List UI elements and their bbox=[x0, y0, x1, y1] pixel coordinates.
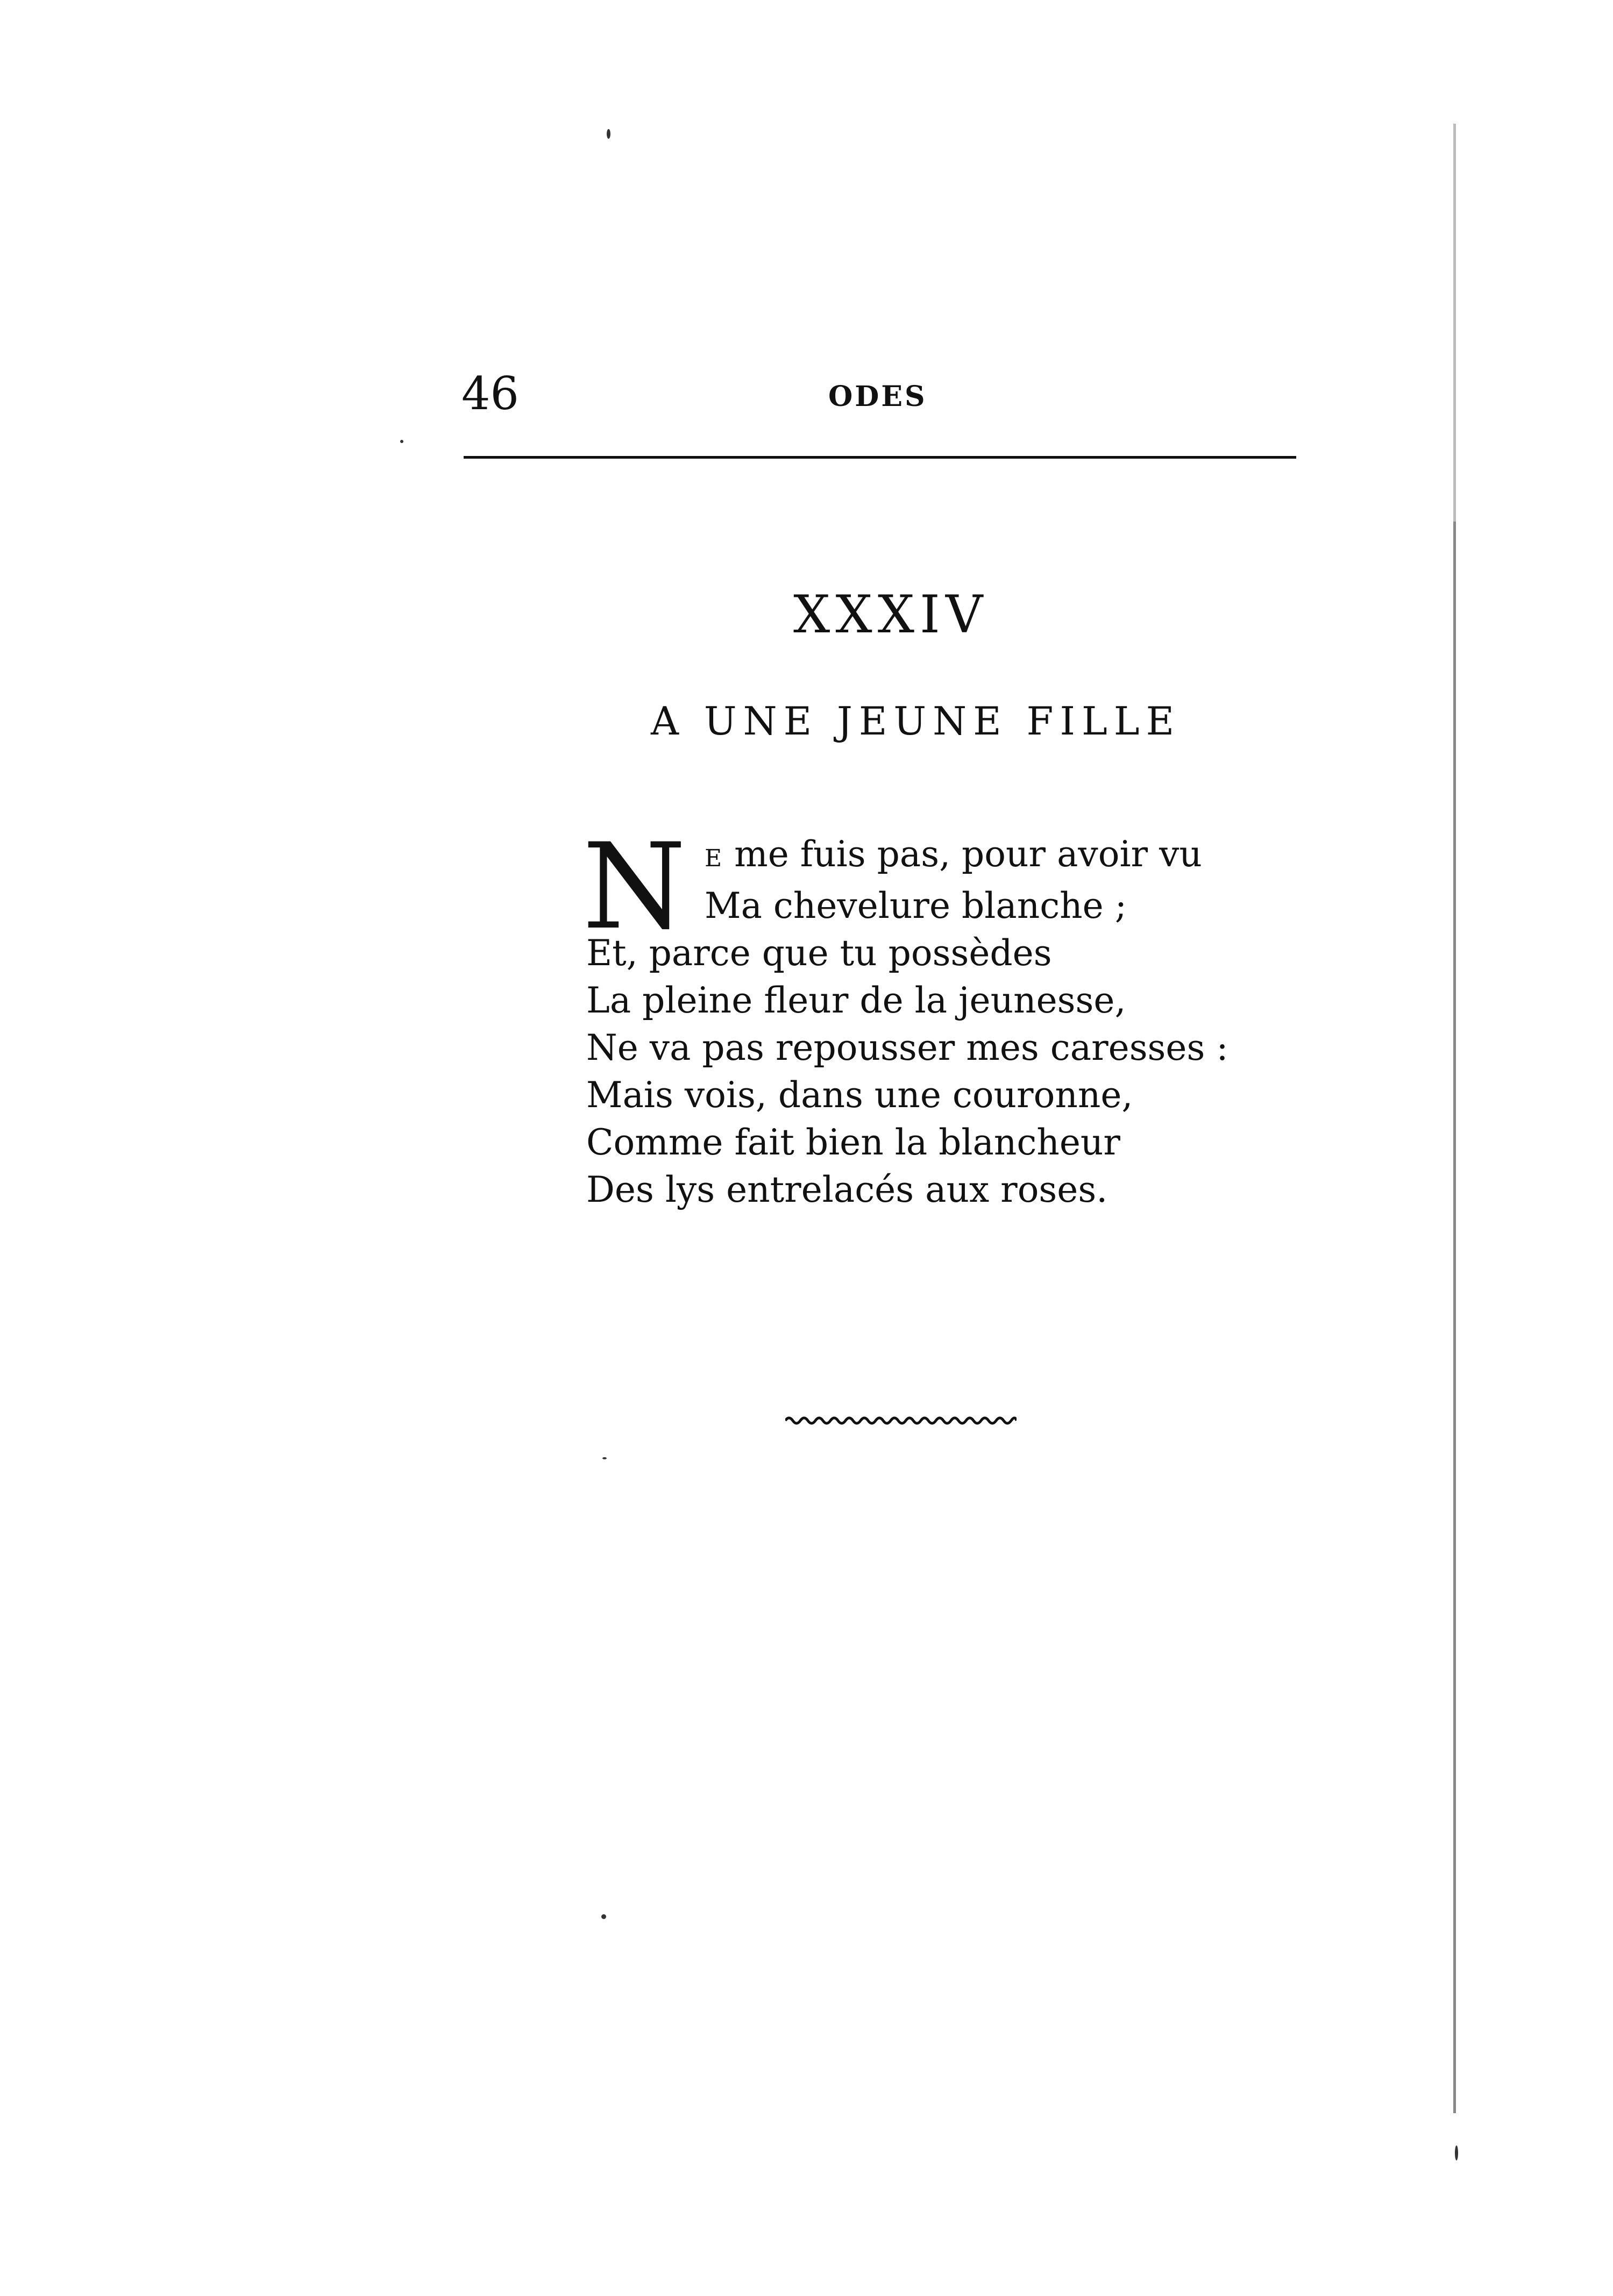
poem-line-5: Ne va pas repousser mes caresses : bbox=[586, 1027, 1228, 1068]
poem-body bbox=[582, 818, 1259, 1214]
drop-cap: N bbox=[582, 818, 686, 956]
tail-ornament bbox=[785, 1414, 1017, 1427]
first-line-small-cap: E bbox=[705, 845, 723, 872]
running-title: ODES bbox=[828, 380, 927, 413]
poem-line-6: Mais vois, dans une couronne, bbox=[586, 1074, 1133, 1116]
poem-line-1 bbox=[586, 831, 1259, 882]
poem-line-8: Des lys entrelacés aux roses. bbox=[586, 1169, 1108, 1210]
chapter-number: XXXIV bbox=[793, 584, 989, 645]
header-rule bbox=[464, 456, 1296, 459]
poem-line-7: Comme fait bien la blancheur bbox=[586, 1122, 1120, 1163]
print-speck bbox=[601, 1914, 606, 1919]
poem-line-3: Et, parce que tu possèdes bbox=[586, 932, 1052, 974]
poem-line-2: Ma chevelure blanche ; bbox=[705, 885, 1127, 926]
poem-title: A UNE JEUNE FILLE bbox=[651, 698, 1181, 744]
page-number: 46 bbox=[461, 367, 519, 420]
print-speck bbox=[607, 129, 610, 139]
first-line-text: me fuis pas, pour avoir vu bbox=[734, 833, 1202, 875]
poem-line-4: La pleine fleur de la jeunesse, bbox=[586, 980, 1126, 1021]
page-edge-line bbox=[1453, 124, 1456, 2113]
print-speck bbox=[1455, 2145, 1458, 2160]
print-speck bbox=[400, 440, 403, 443]
print-speck bbox=[602, 1457, 607, 1459]
